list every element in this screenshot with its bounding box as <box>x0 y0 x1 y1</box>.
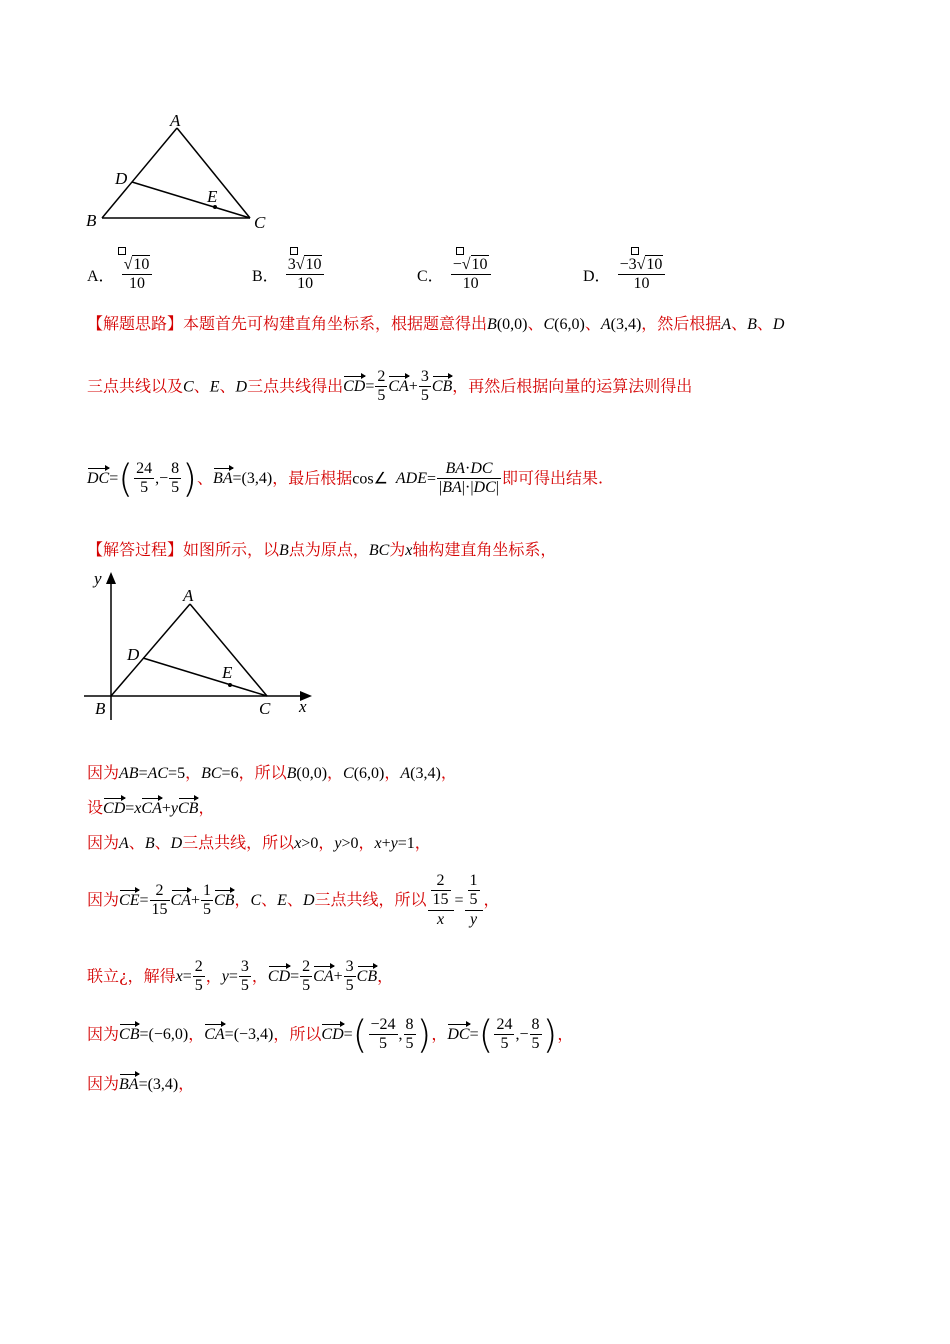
label-d: D <box>127 645 140 664</box>
segment-dc <box>143 658 267 696</box>
process-line-2: 设CD=xCA+yCB， <box>87 798 215 817</box>
point-e <box>228 683 232 687</box>
label-e: E <box>222 663 233 682</box>
process-line-3: 因为A、B、D三点共线，所以x>0，y>0，x+y=1， <box>87 833 431 852</box>
label-a: A <box>183 586 194 605</box>
option-label: A． <box>87 267 115 285</box>
y-axis-arrow <box>106 572 116 584</box>
process-heading: 【解答过程】如图所示，以B点为原点，BC为x轴构建直角坐标系， <box>87 540 557 559</box>
thought-line-2: 三点共线以及C、E、D三点共线得出CD= $\frac{2}{5}$ CA+ $\frac{3}{5}$ CB，再然后根据向量的运算法则得出 <box>87 368 693 405</box>
side-ac <box>190 604 267 696</box>
side-ab <box>111 604 190 696</box>
process-line-5: 联立¿，解得x= $\frac{2}{5}$ ，y= $\frac{3}{5}$ ，CD= $\frac{2}{5}$ CA+ $\frac{3}{5}$ CB， <box>87 958 394 995</box>
label-c: C <box>259 699 271 718</box>
process-line-6: 因为CB=(−6,0)，CA=(−3,4)，所以CD=( $\frac{-24}{5}$ , $\frac{8}{5}$ )，DC=( $\frac{24}{5}$ ,− $\frac{8}{5}$ )， <box>87 1012 574 1057</box>
option-c[interactable]: C． − √10 10 <box>417 255 492 294</box>
segment-dc <box>132 182 250 218</box>
coordinate-figure <box>84 568 324 720</box>
label-e: E <box>207 187 218 206</box>
thought-line-1: 【解题思路】本题首先可构建直角坐标系，根据题意得出B(0,0)、C(6,0)、A(3,4)，然后根据A、B、D <box>87 314 785 333</box>
option-b[interactable]: B． 3 √10 10 <box>252 255 325 294</box>
label-c: C <box>254 213 266 232</box>
label-a: A <box>170 111 181 130</box>
process-line-7: 因为BA=(3,4)， <box>87 1074 195 1093</box>
option-label: B． <box>252 267 279 285</box>
process-line-4: 因为CE= $\frac{2}{15}$ CA+ $\frac{1}{5}$ CB，C、E、D三点共线，所以 $\frac{\frac{2}{15}}{x}$ = $\frac{\frac{1}{5}}{y}$ ， <box>87 872 500 928</box>
label-y: y <box>94 569 102 588</box>
option-label: C． <box>417 267 444 285</box>
side-ab <box>102 128 177 218</box>
option-d[interactable]: D． −3 √10 10 <box>583 255 666 294</box>
triangle-figure <box>80 108 280 238</box>
option-label: D． <box>583 267 611 285</box>
label-d: D <box>115 169 128 188</box>
label-b: B <box>95 699 106 718</box>
label-x: x <box>299 697 307 716</box>
option-a[interactable]: A． $\frac{√10}{10}$ <box>87 255 153 294</box>
thought-line-3: DC=( $\frac{24}{5}$ ,− $\frac{8}{5}$ )、BA=(3,4)，最后根据cos∠ ADE= $\frac{BA\cdot DC}{|BA|\cdot|DC|}$ 即可得出结果. <box>87 456 604 501</box>
process-line-1: 因为AB=AC=5，BC=6，所以B(0,0)，C(6,0)，A(3,4)， <box>87 763 457 782</box>
label-b: B <box>86 211 97 230</box>
